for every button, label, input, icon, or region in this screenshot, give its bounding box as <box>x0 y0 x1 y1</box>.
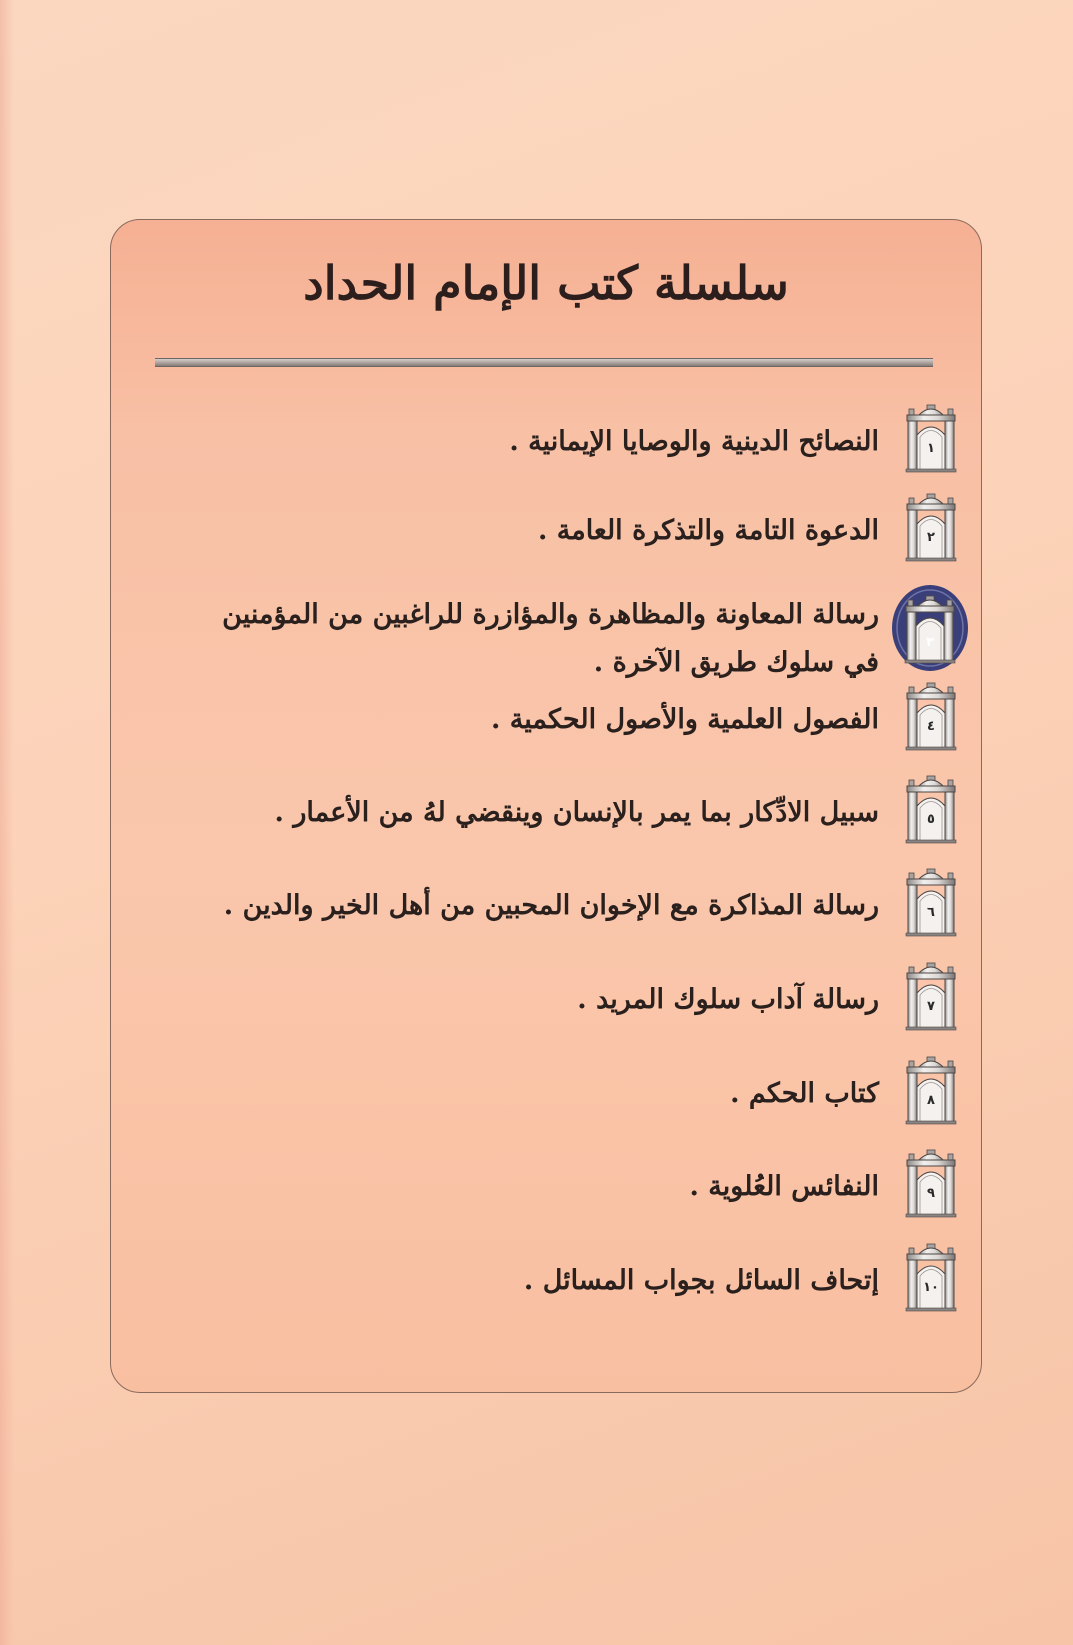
item-number: ٤ <box>927 719 935 734</box>
book-title-line-2: في سلوك طريق الآخرة . <box>593 647 879 678</box>
arch-gate-icon <box>905 488 957 562</box>
list-item <box>151 861 957 951</box>
book-title: سبيل الادِّكار بما يمر بالإنسان وينقضي لهُ من الأعمار . <box>274 797 879 828</box>
list-item <box>151 486 957 576</box>
arch-gate-icon <box>905 863 957 937</box>
book-list <box>111 220 981 1392</box>
item-number: ٢ <box>927 530 935 545</box>
list-item <box>151 768 957 858</box>
item-number: ١٠ <box>923 1280 939 1295</box>
book-title: رسالة المذاكرة مع الإخوان المحبين من أهل الخير والدين . <box>223 890 879 921</box>
arch-gate-icon <box>905 677 957 751</box>
item-number: ١ <box>927 441 935 456</box>
arch-gate-icon <box>905 1144 957 1218</box>
series-panel <box>110 219 982 1393</box>
item-number: ٥ <box>927 812 935 827</box>
book-title: النفائس العُلوية . <box>689 1171 879 1202</box>
book-title-line-1: رسالة المعاونة والمظاهرة والمؤازرة للراغبين من المؤمنين <box>222 599 879 630</box>
list-item <box>151 1142 957 1232</box>
list-item <box>151 675 957 765</box>
cover-edge <box>0 0 14 1645</box>
book-title: الدعوة التامة والتذكرة العامة . <box>537 515 879 546</box>
arch-gate-icon <box>905 399 957 473</box>
book-title: النصائح الدينية والوصايا الإيمانية . <box>509 426 879 457</box>
list-item <box>151 955 957 1045</box>
arch-gate-icon <box>905 1051 957 1125</box>
list-item <box>151 1049 957 1139</box>
arch-gate-icon <box>905 957 957 1031</box>
arch-gate-icon <box>905 770 957 844</box>
list-item <box>151 397 957 487</box>
book-title: رسالة آداب سلوك المريد . <box>577 984 879 1015</box>
arch-gate-icon <box>905 1238 957 1312</box>
book-title: الفصول العلمية والأصول الحكمية . <box>490 704 879 735</box>
item-number: ٨ <box>927 1093 935 1108</box>
list-item <box>151 1236 957 1326</box>
item-number: ٩ <box>927 1186 935 1201</box>
series-title: سلسلة كتب الإمام الحداد <box>303 256 789 310</box>
arch-gate-icon <box>891 584 969 672</box>
book-title: كتاب الحكم . <box>730 1078 879 1109</box>
item-number: ٦ <box>927 905 935 920</box>
book-title: إتحاف السائل بجواب المسائل . <box>523 1265 879 1296</box>
book-title <box>222 591 879 687</box>
item-number: ٧ <box>927 999 935 1014</box>
item-number: ٣ <box>926 635 934 650</box>
